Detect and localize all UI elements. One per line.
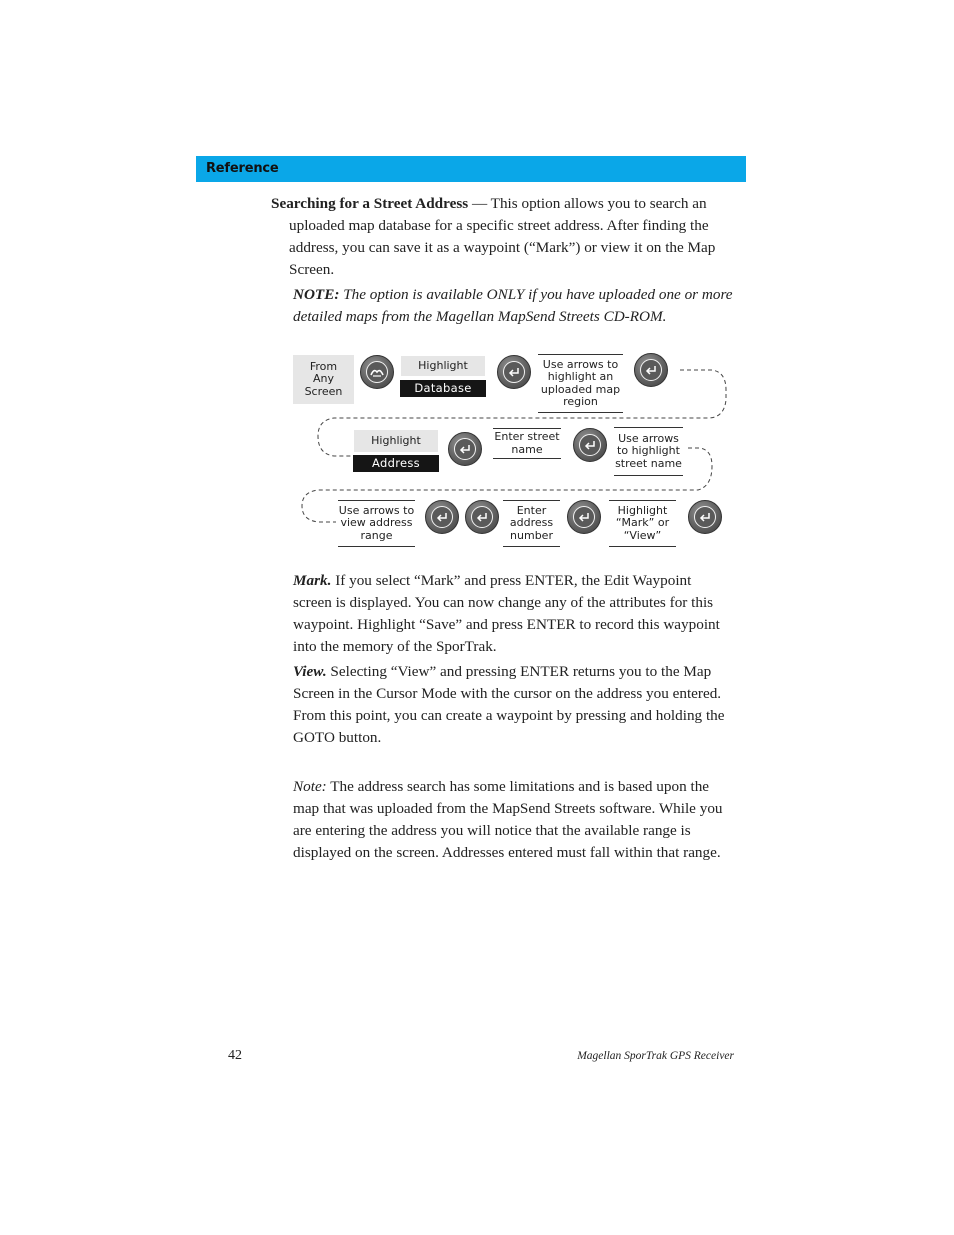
enter-button-3[interactable] <box>448 432 482 466</box>
step-view-range <box>338 500 415 547</box>
highlight-address-label: Highlight <box>354 430 438 452</box>
view-text: Selecting “View” and pressing ENTER returns you to the Map Screen in the Cursor Mode with the cursor on the address you entered. From this point, you can create a waypoint by pressing and holding the GOTO button. <box>293 663 725 746</box>
from-any-screen-line2: Any <box>312 372 334 386</box>
view-paragraph <box>293 661 733 749</box>
note2-text: The address search has some limitations and is based upon the map that was uploaded from the MapSend Streets software. While you are entering the address you will notice that the available range is displayed on the screen. Addresses entered must fall within that range. <box>293 778 723 861</box>
enter-icon <box>640 359 662 381</box>
step-view-range-line3: range <box>360 528 393 542</box>
enter-icon <box>579 434 601 456</box>
section-header-label: Reference <box>206 161 279 176</box>
menu-button[interactable] <box>360 355 394 389</box>
footer-title: Magellan SporTrak GPS Receiver <box>577 1050 734 1062</box>
from-any-screen-line3: Screen <box>304 384 343 398</box>
page-number: 42 <box>228 1048 242 1063</box>
step-highlight-street-line3: street name <box>615 456 682 470</box>
step-highlight-street <box>614 427 683 476</box>
step-mark-or-view-line1: Highlight <box>617 503 668 517</box>
step-highlight-region-line2: highlight an <box>547 370 614 383</box>
intro-heading: Searching for a Street Address <box>271 195 469 212</box>
enter-button-1[interactable] <box>497 355 531 389</box>
step-highlight-region-line3: uploaded map <box>540 382 621 396</box>
step-enter-number-line1: Enter <box>516 503 547 517</box>
mark-paragraph <box>293 570 733 658</box>
step-mark-or-view-line2: “Mark” or <box>615 516 670 530</box>
enter-icon <box>503 361 525 383</box>
step-enter-number <box>503 500 560 547</box>
view-label: View. <box>293 663 327 680</box>
step-highlight-region-line1: Use arrows to <box>542 357 619 371</box>
step-highlight-street-line1: Use arrows <box>618 431 679 445</box>
intro-body: This option allows you to search an uploaded map database for a specific street address. After finding the address, you can save it as a waypoint (“Mark”) or view it on the Map Screen. <box>289 195 716 278</box>
step-mark-or-view <box>609 500 676 547</box>
from-any-screen-line1: From <box>309 359 338 373</box>
enter-icon <box>454 438 476 460</box>
enter-button-4[interactable] <box>573 428 607 462</box>
note2-label: Note: <box>293 778 327 795</box>
note-text: The option is available ONLY if you have uploaded one or more detailed maps from the Magellan MapSend Streets CD-ROM. <box>293 286 733 325</box>
enter-icon <box>694 506 716 528</box>
from-any-screen-box <box>293 355 354 404</box>
database-selection: Database <box>400 380 486 397</box>
enter-icon <box>471 506 493 528</box>
step-enter-number-line2: address <box>509 516 554 530</box>
note2-paragraph <box>293 776 733 864</box>
step-mark-or-view-line3: “View” <box>623 528 662 542</box>
highlight-database-label: Highlight <box>401 356 485 376</box>
enter-icon <box>431 506 453 528</box>
intro-dash: — <box>468 195 491 212</box>
step-enter-street <box>493 428 561 459</box>
step-view-range-line1: Use arrows to <box>338 503 415 517</box>
menu-icon <box>366 361 388 383</box>
step-highlight-region-line4: region <box>563 395 598 408</box>
enter-button-2[interactable] <box>634 353 668 387</box>
address-selection: Address <box>353 455 439 472</box>
mark-text: If you select “Mark” and press ENTER, the Edit Waypoint screen is displayed. You can now change any of the attributes for this waypoint. Highlight “Save” and press ENTER to record this waypoint into the memory of the SporTrak. <box>293 572 720 655</box>
enter-button-8[interactable] <box>688 500 722 534</box>
enter-button-7[interactable] <box>567 500 601 534</box>
step-view-range-line2: view address <box>340 516 413 530</box>
step-enter-number-line3: number <box>510 528 553 542</box>
note-label: NOTE: <box>293 286 340 303</box>
step-enter-street-line1: Enter street <box>494 430 560 443</box>
step-highlight-region <box>538 354 623 413</box>
step-highlight-street-line2: to highlight <box>617 444 680 458</box>
enter-icon <box>573 506 595 528</box>
enter-button-5[interactable] <box>425 500 459 534</box>
step-enter-street-line2: name <box>511 442 543 456</box>
enter-button-6[interactable] <box>465 500 499 534</box>
mark-label: Mark. <box>293 572 332 589</box>
